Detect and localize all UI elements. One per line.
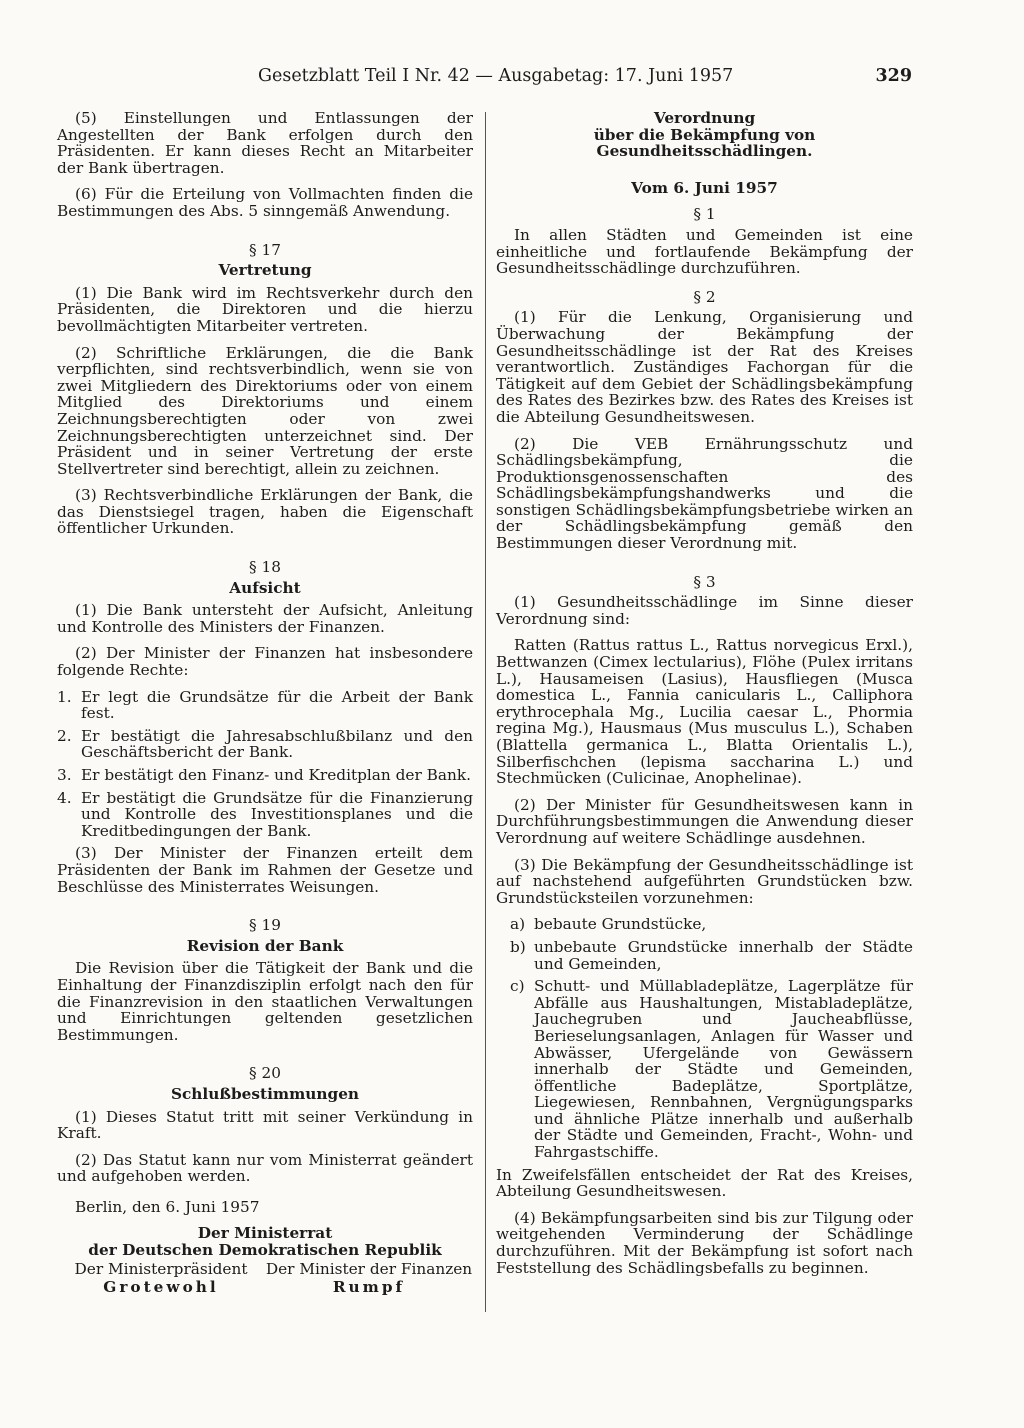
section-2-number: § 2 xyxy=(693,287,716,306)
section-20-number: § 20 xyxy=(249,1064,281,1083)
section-17-title: Vertretung xyxy=(218,261,312,280)
signature-name-right: Rumpf xyxy=(332,1278,406,1297)
s3-paragraph-1: (1) Gesundheitsschädlinge im Sinne dieser Verordnung sind: xyxy=(496,593,913,628)
decree-date: Vom 6. Juni 1957 xyxy=(631,178,778,197)
s2-paragraph-1: (1) Für die Lenkung, Organisierung und Überwachung der Bekämpfung der Gesundheitsschädlinge ist der Rat des Kreises verantwortlich. Zuständiges Fachorgan für die Tätigkeit auf dem Gebiet der Schädlingsbekämpfung des Rates des Bezirkes bzw. des Rates des Kreises ist die Abteilung Gesundheitswesen. xyxy=(496,308,913,426)
s18-paragraph-2: (2) Der Minister der Finanzen hat insbesondere folgende Rechte: xyxy=(57,644,473,680)
section-17-number: § 17 xyxy=(249,240,281,259)
s3-paragraph-3b: In Zweifelsfällen entscheidet der Rat des Kreises, Abteilung Gesundheitswesen. xyxy=(496,1165,913,1201)
section-3-number: § 3 xyxy=(693,572,716,591)
s3-paragraph-3: (3) Die Bekämpfung der Gesundheitsschädlinge ist auf nachstehend aufgeführten Grundstücken bzw. Grundstücksteilen vorzunehmen: xyxy=(496,855,913,907)
right-column xyxy=(496,110,913,1286)
list-item xyxy=(57,728,473,761)
s17-paragraph-3: (3) Rechtsverbindliche Erklärungen der Bank, die das Dienstsiegel tragen, haben die Eigenschaft öffentlicher Urkunden. xyxy=(57,486,473,538)
list-item-text: Er bestätigt den Finanz- und Kreditplan der Bank. xyxy=(81,766,471,784)
place-date: Berlin, den 6. Juni 1957 xyxy=(75,1197,260,1216)
list-item xyxy=(57,689,473,722)
s18-paragraph-1: (1) Die Bank untersteht der Aufsicht, Anleitung und Kontrolle des Ministers der Finanzen. xyxy=(57,601,473,636)
list-item-letter: c) xyxy=(510,977,525,996)
s2-paragraph-2: (2) Die VEB Ernährungsschutz und Schädlingsbekämpfung, die Produktionsgenossenschaften des Schädlingsbekämpfungshandwerks und die sonstigen Schädlingsbekämpfungsbetriebe wirken an der Schädlingsbekämpfung gemäß den Bestimmungen dieser Verordnung mit. xyxy=(496,434,913,553)
section-18-number: § 18 xyxy=(249,558,281,577)
list-item-number: 3. xyxy=(57,766,72,784)
s20-paragraph-2: (2) Das Statut kann nur vom Ministerrat geändert und aufgehoben werden. xyxy=(57,1150,473,1186)
list-item-number: 4. xyxy=(57,788,72,807)
role-prime-minister: Der Ministerpräsident xyxy=(74,1259,248,1278)
header-title: Gesetzblatt Teil I Nr. 42 — Ausgabetag: 17. Juni 1957 xyxy=(258,66,734,86)
signature-name-left: Grotewohl xyxy=(103,1278,219,1297)
section-1-number: § 1 xyxy=(693,205,716,224)
list-item xyxy=(496,916,913,933)
section-18-title: Aufsicht xyxy=(229,578,301,597)
list-item-letter: a) xyxy=(510,915,526,934)
signatory-body-2: der Deutschen Demokratischen Republik xyxy=(88,1241,442,1260)
s20-paragraph-1: (1) Dieses Statut tritt mit seiner Verkündung in Kraft. xyxy=(57,1107,473,1143)
signatory-body: Der Ministerrat xyxy=(197,1224,333,1243)
signature-roles xyxy=(57,1261,473,1278)
list-item-letter: b) xyxy=(510,937,526,956)
s3-paragraph-4: (4) Bekämpfungsarbeiten sind bis zur Tilgung oder weitgehenden Verminderung der Schädlinge durchzuführen. Mit der Bekämpfung ist sofort nach Feststellung des Schädlingsbefalls zu beginnen. xyxy=(496,1208,913,1277)
section-19-title: Revision der Bank xyxy=(186,936,344,955)
paragraph-5: (5) Einstellungen und Entlassungen der Angestellten der Bank erfolgen durch den Präsidenten. Er kann dieses Recht an Mitarbeiter der Bank übertragen. xyxy=(57,109,473,177)
list-item xyxy=(57,767,473,784)
s17-paragraph-1: (1) Die Bank wird im Rechtsverkehr durch den Präsidenten, die Direktoren und die hierzu bevollmächtigten Mitarbeiter vertreten. xyxy=(57,283,473,335)
s18-paragraph-3: (3) Der Minister der Finanzen erteilt dem Präsidenten der Bank im Rahmen der Gesetze und Beschlüsse des Ministerrates Weisungen. xyxy=(57,844,473,896)
s3-species-list: Ratten (Rattus rattus L., Rattus norvegicus Erxl.), Bettwanzen (Cimex lectularius), Flöhe (Pulex irritans L.), Hausameisen (Lasius), Hausfliegen (Musca domestica L., Fannia canicularis L., Calliphora erythrocephala Mg., Lucilia caesar L., Phormia regina Mg.), Hausmaus (Mus musculus L.), Schaben (Blattella germanica L., Blatta Orientalis L.), Silberfischchen (lepisma saccharina L.) und Stechmücken (Culicinae, Anophelinae). xyxy=(496,636,913,788)
s19-paragraph-1: Die Revision über die Tätigkeit der Bank und die Einhaltung der Finanzdisziplin erfolgt nach den für die Finanzrevision in den staatlichen Verwaltungen und Einrichtungen geltenden gesetzlichen Bestimmungen. xyxy=(57,959,473,1044)
s17-paragraph-2: (2) Schriftliche Erklärungen, die die Bank verpflichten, sind rechtsverbindlich, wenn sie von zwei Mitgliedern des Direktoriums oder von einem Mitglied des Direktoriums und einem Zeichnungsberechtigten oder von zwei Zeichnungsberechtigten unterzeichnet sind. Der Präsident und in seiner Vertretung der erste Stellvertreter sind berechtigt, allein zu zeichnen. xyxy=(57,343,473,478)
s1-paragraph-1: In allen Städten und Gemeinden ist eine einheitliche und fortlaufende Bekämpfung der Gesundheitsschädlinge durchzuführen. xyxy=(496,225,913,278)
decree-title-1: Verordnung xyxy=(653,109,756,127)
list-item-text: Er legt die Grundsätze für die Arbeit der Bank fest. xyxy=(81,687,473,723)
list-item xyxy=(496,978,913,1161)
list-item-text: unbebaute Grundstücke innerhalb der Städte und Gemeinden, xyxy=(534,937,913,973)
section-19-number: § 19 xyxy=(249,916,281,935)
list-item xyxy=(57,790,473,840)
role-finance-minister: Der Minister der Finanzen xyxy=(265,1259,473,1278)
section-20-title: Schlußbestimmungen xyxy=(170,1084,360,1103)
list-item-number: 1. xyxy=(57,687,72,706)
list-item-number: 2. xyxy=(57,726,72,745)
column-divider xyxy=(485,112,486,1312)
left-column xyxy=(57,110,473,1296)
decree-title-2: über die Bekämpfung von Gesundheitsschädlingen. xyxy=(593,125,816,161)
list-item-text: bebaute Grundstücke, xyxy=(534,915,707,934)
page-header xyxy=(62,66,922,92)
list-item-text: Schutt- und Müllabladeplätze, Lagerplätze für Abfälle aus Haushaltungen, Mistabladeplätze, Jauchegruben und Jaucheabflüsse, Berieselungsanlagen, Anlagen für Wasser und Abwässer, Ufergelände von Gewässern innerhalb der Städte und Gemeinden, öffentliche Badeplätze, Sportplätze, Liegewiesen, Rennbahnen, Vergnügungsparks und ähnliche Plätze innerhalb und außerhalb der Städte und Gemeinden, Fracht-, Wohn- und Fahrgastschiffe. xyxy=(534,977,913,1162)
signature-names xyxy=(57,1279,473,1296)
list-item-text: Er bestätigt die Grundsätze für die Finanzierung und Kontrolle des Investitionsplanes und die Kreditbedingungen der Bank. xyxy=(81,788,473,840)
list-item xyxy=(496,939,913,972)
s3-paragraph-2: (2) Der Minister für Gesundheitswesen kann in Durchführungsbestimmungen die Anwendung dieser Verordnung auf weitere Schädlinge ausdehnen. xyxy=(496,795,913,847)
list-item-text: Er bestätigt die Jahresabschlußbilanz und den Geschäftsbericht der Bank. xyxy=(81,726,473,762)
paragraph-6: (6) Für die Erteilung von Vollmachten finden die Bestimmungen des Abs. 5 sinngemäß Anwendung. xyxy=(57,185,473,220)
page-number: 329 xyxy=(875,66,912,86)
